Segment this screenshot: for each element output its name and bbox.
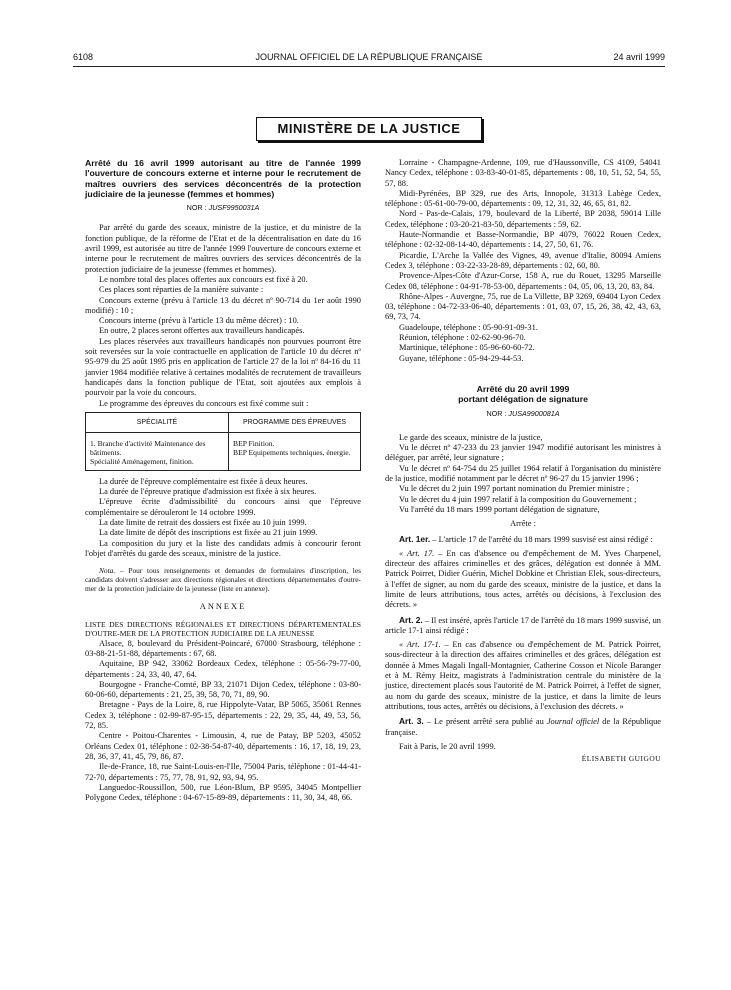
arrete1-title: Arrêté du 16 avril 1999 autorisant au titre de l'année 1999 l'ouverture de concours externe et interne pour le recrutement de maîtres ouvriers des services déconcentrés de la protection judiciaire de la jeunesse (femmes et hommes) bbox=[85, 158, 361, 199]
article-label: Art. 3. bbox=[399, 716, 424, 727]
arrete-word: Arrête : bbox=[510, 519, 536, 529]
paragraph: Le programme des épreuves du concours est fixé comme suit : bbox=[99, 398, 309, 408]
preamble-line: Vu le décret du 2 juin 1997 portant nomination du Premier ministre ; bbox=[399, 484, 630, 494]
direction-entry: Bourgogne - Franche-Comté, BP 33, 21071 Dijon Cedex, téléphone : 03-80-60-06-60, départements : 21, 25, 39, 58, 70, 71, 89, 90. bbox=[85, 679, 361, 700]
issue-date: 24 avril 1999 bbox=[613, 52, 665, 62]
direction-entry: Aquitaine, BP 942, 33062 Bordeaux Cedex, téléphone : 05-56-79-77-00, départements : 24, 33, 40, 47, 64. bbox=[85, 659, 361, 679]
paragraph: En outre, 2 places seront offertes aux travailleurs handicapés. bbox=[99, 326, 305, 336]
article-2 bbox=[385, 615, 661, 637]
nota-text: – Pour tous renseignements et demandes de formulaires d'inscription, les candidats doivent s'adresser aux directions régionales et directions départementales d'outre-mer de la protection judiciaire de la jeunesse (liste en annexe). bbox=[85, 566, 361, 593]
done-at: Fait à Paris, le 20 avril 1999. bbox=[399, 741, 496, 751]
direction-entry: Picardie, L'Arche la Vallée des Vignes, 49, avenue d'Italie, 80094 Amiens Cedex 3, téléphone : 03-22-33-28-89, départements : 02, 60, 80. bbox=[385, 250, 661, 270]
direction-entry: Centre - Poitou-Charentes - Limousin, 4, rue de Patay, BP 5203, 45052 Orléans Cedex 01, téléphone : 02-38-54-87-40, départements : 16, 17, 18, 19, 23, 28, 36, 37, 41, 45, 79, 86, 87. bbox=[85, 731, 361, 761]
direction-entry: Bretagne - Pays de la Loire, 8, rue Hippolyte-Vatar, BP 5065, 35061 Rennes Cedex 3, téléphone : 02-99-87-95-15, départements : 22, 29, 35, 44, 49, 53, 56, 72, 85. bbox=[85, 700, 361, 731]
annexe-title: LISTE DES DIRECTIONS RÉGIONALES ET DIRECTIONS DÉPARTEMENTALES D'OUTRE-MER DE LA PROTECTION JUDICIAIRE DE LA JEUNESSE bbox=[85, 619, 361, 639]
paragraph: Ces places sont réparties de la manière suivante : bbox=[99, 285, 264, 295]
right-column bbox=[385, 158, 661, 764]
table-header: SPÉCIALITÉ bbox=[86, 412, 229, 432]
arrete2-subtitle: portant délégation de signature bbox=[458, 394, 588, 405]
page-header bbox=[73, 52, 665, 66]
article-1-quote bbox=[385, 549, 661, 611]
cell-line: BEP Equipements techniques, énergie. bbox=[233, 447, 351, 457]
paragraph: Le nombre total des places offertes aux concours est fixé à 20. bbox=[99, 274, 308, 284]
article-text: – Le présent arrêté sera publié au bbox=[423, 717, 547, 727]
direction-entry: Alsace, 8, boulevard du Président-Poincaré, 67000 Strasbourg, téléphone : 03-88-21-51-88, départements : 67, 68. bbox=[85, 638, 361, 658]
cell-line: Spécialité Aménagement, finition. bbox=[90, 456, 194, 466]
nor-code: JUSF9950031A bbox=[208, 203, 260, 213]
cell-line: BEP Finition. bbox=[233, 438, 275, 448]
quote-text: – En cas d'absence ou d'empêchement de M. Yves Charpenel, directeur des affaires criminelles et des grâces, délégation est donnée à MM. Patrick Poirret, Didier Guérin, Michel Dobkine et Christian Elek, sous-directeurs, à l'effet de signer, au nom du garde des sceaux, ministre de la justice, et dans la limite de leurs attributions, tous actes, arrêtés ou décisions, à l'exclusion des décrets. » bbox=[385, 548, 661, 610]
direction-entry: Haute-Normandie et Basse-Normandie, BP 4079, 76022 Rouen Cedex, téléphone : 02-32-08-14-40, départements : 14, 27, 50, 61, 76. bbox=[385, 230, 661, 250]
nor-label: NOR : bbox=[486, 408, 507, 418]
programme-table bbox=[85, 412, 361, 471]
article-label: Art. 1er. bbox=[399, 533, 431, 544]
direction-entry: Lorraine - Champagne-Ardenne, 109, rue d'Haussonville, CS 4109, 54041 Nancy Cedex, téléphone : 03-83-40-01-85, départements : 08, 10, 51, 52, 54, 55, 57, 88. bbox=[385, 158, 661, 188]
table-cell bbox=[86, 432, 229, 470]
paragraph: Concours interne (prévu à l'article 13 du même décret) : 10. bbox=[99, 316, 299, 326]
preamble-line: Le garde des sceaux, ministre de la justice, bbox=[399, 432, 543, 442]
paragraph: L'épreuve écrite d'admissibilité du concours ainsi que l'épreuve complémentaire se dérouleront le 14 octobre 1999. bbox=[85, 497, 361, 517]
preamble-line: Vu le décret du 4 juin 1997 relatif à la composition du Gouvernement ; bbox=[399, 494, 637, 504]
direction-entry: Guadeloupe, téléphone : 05-90-91-09-31. bbox=[399, 322, 538, 332]
paragraph: Par arrêté du garde des sceaux, ministre de la justice, et du ministre de la fonction publique, de la réforme de l'Etat et de la décentralisation en date du 16 avril 1999, est autorisée au titre de l'année 1999 l'ouverture de concours externe et interne pour le recrutement de maîtres ouvriers des services déconcentrés de la protection judiciaire de la jeunesse (femmes et hommes). bbox=[85, 223, 361, 274]
paragraph: La durée de l'épreuve complémentaire est fixée à deux heures. bbox=[99, 476, 308, 486]
article-3 bbox=[385, 716, 661, 738]
table-row bbox=[86, 432, 361, 470]
article-text: – L'article 17 de l'arrêté du 18 mars 1999 susvisé est ainsi rédigé : bbox=[430, 534, 653, 544]
article-2-quote bbox=[385, 640, 661, 712]
direction-entry: Réunion, téléphone : 02-62-90-96-70. bbox=[399, 333, 526, 343]
annexe-heading: ANNEXE bbox=[199, 601, 247, 611]
arrete2-nor bbox=[385, 409, 661, 419]
nota-label: Nota. bbox=[99, 566, 116, 576]
article-text: de la République française. bbox=[385, 717, 661, 737]
paragraph: Concours externe (prévu à l'article 13 du décret nº 90-714 du 1er août 1990 modifié) : 10 ; bbox=[85, 295, 361, 315]
direction-entry: Nord - Pas-de-Calais, 179, boulevard de la Liberté, BP 2038, 59014 Lille Cedex, téléphone : 03-20-21-83-50, départements : 59, 62. bbox=[385, 209, 661, 229]
direction-entry: Languedoc-Roussillon, 500, rue Léon-Blum, BP 9595, 34045 Montpellier Polygone Cedex, téléphone : 04-67-15-89-89, départements : 11, 30, 34, 48, 66. bbox=[85, 782, 361, 803]
paragraph: La date limite de retrait des dossiers est fixée au 10 juin 1999. bbox=[99, 518, 307, 528]
paragraph: Les places réservées aux travailleurs handicapés non pourvues pourront être soit reversées sur la voie contractuelle en application de l'article 10 du décret nº 95-979 du 25 août 1995 pris en application de l'article 27 de la loi nº 84-16 du 11 janvier 1984 modifiée relative à certaines modalités de recrutement de travailleurs handicapés dans la fonction publique de l'Etat, soit ajoutées aux emplois à pourvoir par la voie du concours. bbox=[85, 336, 361, 398]
journal-title: JOURNAL OFFICIEL DE LA RÉPUBLIQUE FRANÇAISE bbox=[255, 52, 483, 62]
arrete1-nor bbox=[85, 203, 361, 213]
paragraph: La composition du jury et la liste des candidats admis à concourir feront l'objet d'arrêtés du garde des sceaux, ministre de la justice. bbox=[85, 538, 361, 558]
ministry-banner: MINISTÈRE DE LA JUSTICE bbox=[256, 117, 482, 141]
journal-name: Journal officiel bbox=[546, 717, 600, 727]
paragraph: La date limite de dépôt des inscriptions est fixée au 21 juin 1999. bbox=[99, 528, 318, 538]
table-cell bbox=[229, 432, 361, 470]
preamble-line: Vu le décret nº 64-754 du 25 juillet 1964 relatif à l'organisation du ministère de la justice, modifié notamment par le décret nº 96-27 du 15 janvier 1996 ; bbox=[385, 463, 661, 484]
arrete2-title: Arrêté du 20 avril 1999 bbox=[476, 383, 570, 394]
direction-entry: Ile-de-France, 18, rue Saint-Louis-en-l'Ile, 75004 Paris, téléphone : 01-44-41-72-70, départements : 75, 77, 78, 91, 92, 93, 94, 95. bbox=[85, 762, 361, 782]
direction-entry: Provence-Alpes-Côte d'Azur-Corse, 158 A, rue du Rouet, 13295 Marseille Cedex 08, téléphone : 04-91-78-53-00, départements : 04, 05, 06, 13, 20, 83, 84. bbox=[385, 271, 661, 291]
article-1 bbox=[385, 534, 661, 545]
header-rule bbox=[73, 66, 665, 67]
nor-code: JUSA9900081A bbox=[508, 408, 560, 418]
quote-label: « Art. 17. bbox=[399, 548, 435, 558]
article-text: – Il est inséré, après l'article 17 de l'arrêté du 18 mars 1999 susvisé, un article 17-1 ainsi rédigé : bbox=[385, 615, 661, 635]
page-number: 6108 bbox=[73, 52, 94, 62]
signature: ÉLISABETH GUIGOU bbox=[581, 754, 661, 764]
direction-entry: Guyane, téléphone : 05-94-29-44-53. bbox=[399, 353, 524, 363]
quote-label: « Art. 17-1. bbox=[399, 640, 441, 650]
paragraph: La durée de l'épreuve pratique d'admission est fixée à six heures. bbox=[99, 487, 317, 497]
direction-entry: Midi-Pyrénées, BP 329, rue des Arts, Innopole, 31313 Labège Cedex, téléphone : 05-61-00-79-00, départements : 09, 12, 31, 32, 46, 65, 81, 82. bbox=[385, 188, 661, 209]
preamble-line: Vu l'arrêté du 18 mars 1999 portant délégation de signature, bbox=[399, 504, 600, 514]
nor-label: NOR : bbox=[186, 203, 207, 213]
cell-line: 1. Branche d'activité Maintenance des bâtiments. bbox=[90, 438, 206, 457]
left-column bbox=[85, 158, 361, 803]
direction-entry: Rhône-Alpes - Auvergne, 75, rue de La Villette, BP 3269, 69404 Lyon Cedex 03, téléphone : 04-72-33-06-40, départements : 01, 03, 07, 15, 26, 38, 42, 43, 63, 69, 73, 74. bbox=[385, 291, 661, 322]
article-label: Art. 2. bbox=[399, 614, 423, 625]
quote-text: – En cas d'absence ou d'empêchement de M. Patrick Poirret, sous-directeur à la direction des affaires criminelles et des grâces, délégation est donnée à Mmes Magali Ingall-Montagnier, Catherine Cosson et Nicole Baranger et à M. Rémy Heitz, magistrats à l'administration centrale du ministère de la justice, directement placés sous l'autorité de M. Patrick Poirret, à l'effet de signer, au nom du garde des sceaux, ministre de la justice, et dans la limite de leurs attributions, tous actes, arrêtés ou décisions, à l'exclusion des décrets. » bbox=[385, 640, 662, 711]
preamble-line: Vu le décret nº 47-233 du 23 janvier 1947 modifié autorisant les ministres à déléguer, par arrêté, leur signature ; bbox=[385, 443, 661, 463]
table-header: PROGRAMME DES ÉPREUVES bbox=[229, 412, 361, 432]
direction-entry: Martinique, téléphone : 05-96-60-60-72. bbox=[399, 343, 535, 353]
nota bbox=[85, 567, 361, 593]
